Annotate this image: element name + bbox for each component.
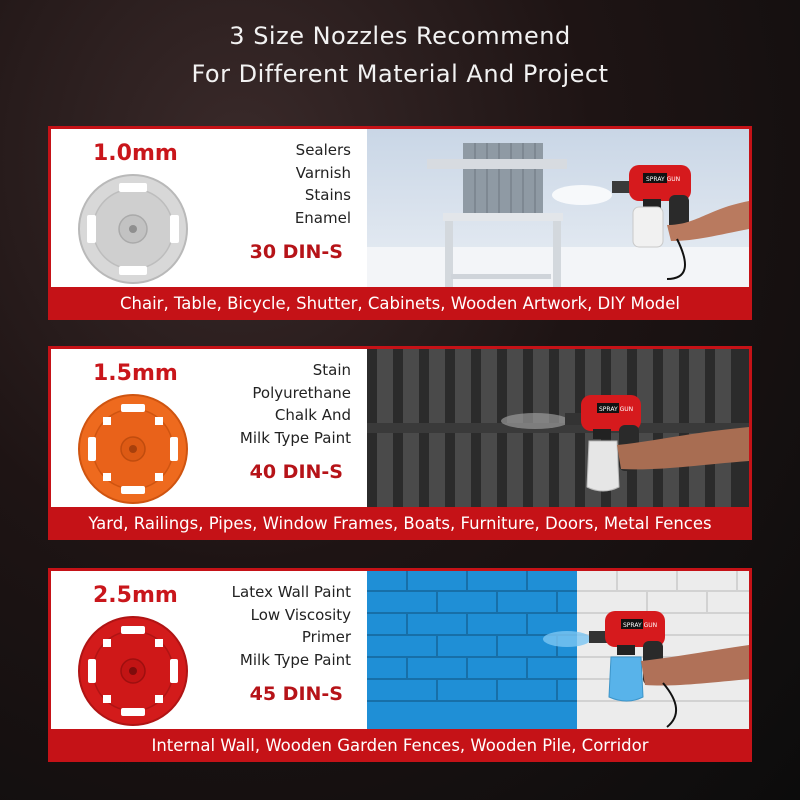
card-body	[51, 349, 749, 507]
nozzle-card-1mm	[48, 126, 752, 320]
nozzle-size-label: 2.5mm	[93, 583, 178, 608]
sprayer-brand-label: SPRAY GUN	[646, 176, 681, 183]
viscosity-label: 40 DIN-S	[249, 461, 343, 483]
nozzle-orange-icon	[77, 393, 189, 505]
material-item: Milk Type Paint	[239, 650, 351, 669]
viscosity-label: 30 DIN-S	[249, 241, 343, 263]
materials-list	[232, 581, 351, 671]
material-item: Varnish	[295, 163, 351, 182]
material-item: Chalk And	[274, 406, 351, 424]
applications-text: Yard, Railings, Pipes, Window Frames, Boats, Furniture, Doors, Metal Fences	[88, 514, 712, 533]
material-item: Milk Type Paint	[239, 428, 351, 447]
nozzle-card-1-5mm	[48, 346, 752, 540]
viscosity-label: 45 DIN-S	[249, 683, 343, 705]
applications-text: Chair, Table, Bicycle, Shutter, Cabinets, Wooden Artwork, DIY Model	[119, 294, 680, 313]
materials-list	[240, 359, 351, 449]
material-item: Stain	[312, 361, 351, 379]
materials-list	[295, 139, 351, 229]
sprayer-brand-label: SPRAY GUN	[599, 406, 634, 413]
applications-text: Internal Wall, Wooden Garden Fences, Wooden Pile, Corridor	[151, 736, 649, 755]
material-item: Low Viscosity	[250, 605, 351, 624]
material-item: Sealers	[295, 141, 351, 159]
nozzle-size-label: 1.5mm	[93, 361, 178, 386]
material-item: Primer	[301, 628, 351, 646]
material-item: Polyurethane	[252, 383, 351, 402]
card-body	[51, 129, 749, 287]
nozzle-red-icon	[77, 615, 189, 727]
material-item: Latex Wall Paint	[231, 583, 351, 601]
photo-spraying-wall	[367, 571, 749, 729]
nozzle-gray-icon	[77, 173, 189, 285]
heading-line-2: For Different Material And Project	[191, 60, 609, 88]
material-item: Enamel	[294, 208, 351, 227]
card-body	[51, 571, 749, 729]
sprayer-brand-label: SPRAY GUN	[623, 622, 658, 629]
photo-spraying-chair	[367, 129, 749, 287]
photo-spraying-fence	[367, 349, 749, 507]
material-item: Stains	[304, 186, 351, 204]
heading-line-1: 3 Size Nozzles Recommend	[229, 22, 571, 50]
nozzle-card-2-5mm	[48, 568, 752, 762]
nozzle-size-label: 1.0mm	[93, 141, 178, 166]
